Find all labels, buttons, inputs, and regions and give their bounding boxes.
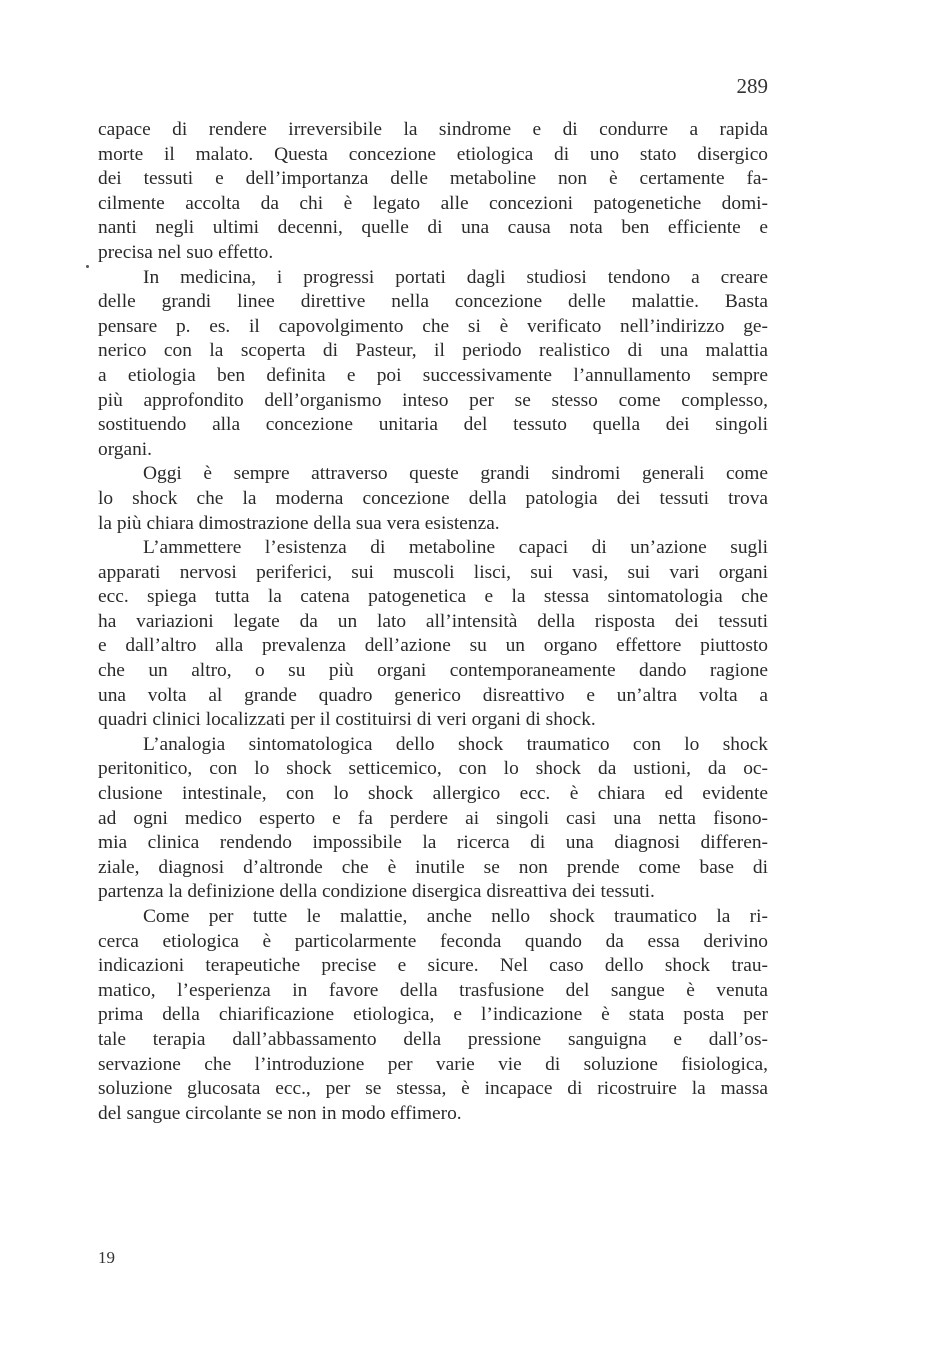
text-line: clusione intestinale, con lo shock allergico ecc. è chiara ed evidente: [98, 783, 768, 805]
text-line: L’ammettere l’esistenza di metaboline capaci di un’azione sugli: [143, 537, 768, 559]
text-line: e dall’altro alla prevalenza dell’azione su un organo effettore piuttosto: [98, 635, 768, 657]
text-line: indicazioni terapeutiche precise e sicure. Nel caso dello shock trau-: [98, 955, 768, 977]
text-line: lo shock che la moderna concezione della patologia dei tessuti trova: [98, 487, 768, 509]
text-line: precisa nel suo effetto.: [98, 241, 274, 263]
text-line: Come per tutte le malattie, anche nello shock traumatico la ri-: [143, 906, 768, 927]
page-number: 289: [736, 74, 768, 98]
text-line: cerca etiologica è particolarmente feconda quando da essa derivino: [98, 930, 768, 952]
text-line: più approfondito dell’organismo inteso per se stesso come complesso,: [98, 389, 768, 411]
text-line: la più chiara dimostrazione della sua vera esistenza.: [98, 512, 500, 534]
stray-mark: [86, 265, 89, 268]
text-line: pensare p. es. il capovolgimento che si è verificato nell’indirizzo ge-: [98, 315, 768, 337]
text-line: matico, l’esperienza in favore della trasfusione del sangue è venuta: [98, 979, 768, 1001]
text-line: nerico con la scoperta di Pasteur, il periodo realistico di una malattia: [98, 340, 768, 362]
text-line: delle grandi linee direttive nella concezione delle malattie. Basta: [98, 291, 768, 313]
text-line: peritonitico, con lo shock setticemico, con lo shock da ustioni, da oc-: [98, 758, 768, 780]
text-line: partenza la definizione della condizione disergica disreattiva dei tessuti.: [98, 881, 655, 903]
text-line: morte il malato. Questa concezione etiologica di uno stato disergico: [98, 143, 768, 165]
text-line: apparati nervosi periferici, sui muscoli lisci, sui vasi, sui vari organi: [98, 561, 768, 583]
text-line: ziale, diagnosi d’altronde che è inutile se non prende come base di: [98, 856, 768, 878]
text-line: ad ogni medico esperto e fa perdere ai singoli casi una netta fisono-: [98, 807, 768, 829]
text-line: tale terapia dall’abbassamento della pressione sanguigna e dall’os-: [98, 1028, 768, 1050]
text-line: ha variazioni legate da un lato all’intensità della risposta dei tessuti: [98, 610, 768, 632]
text-line: soluzione glucosata ecc., per se stessa, è incapace di ricostruire la massa: [98, 1078, 768, 1100]
text-line: ecc. spiega tutta la catena patogenetica e la stessa sintomatologia che: [98, 586, 768, 608]
text-line: dei tessuti e dell’importanza delle metaboline non è certamente fa-: [98, 168, 768, 190]
text-line: del sangue circolante se non in modo effimero.: [98, 1102, 462, 1124]
text-line: una volta al grande quadro generico disreattivo e un’altra volta a: [98, 684, 768, 706]
text-line: cilmente accolta da chi è legato alle concezioni patogenetiche domi-: [98, 192, 768, 214]
text-line: sostituendo alla concezione unitaria del tessuto quella dei singoli: [98, 414, 768, 436]
text-line: quadri clinici localizzati per il costituirsi di veri organi di shock.: [98, 709, 596, 731]
text-line: organi.: [98, 438, 153, 460]
text-line: che un altro, o su più organi contemporaneamente dando ragione: [98, 660, 768, 682]
text-line: nanti negli ultimi decenni, quelle di una causa nota ben efficiente e: [98, 217, 768, 239]
text-line: Oggi è sempre attraverso queste grandi sindromi generali come: [143, 463, 768, 485]
signature-mark: 19: [98, 1248, 115, 1267]
text-line: prima della chiarificazione etiologica, e l’indicazione è stata posta per: [98, 1004, 768, 1026]
text-line: capace di rendere irreversibile la sindrome e di condurre a rapida: [98, 119, 768, 140]
text-line: L’analogia sintomatologica dello shock traumatico con lo shock: [143, 733, 768, 755]
text-line: a etiologia ben definita e poi successivamente l’annullamento sempre: [98, 364, 768, 386]
text-line: In medicina, i progressi portati dagli studiosi tendono a creare: [143, 266, 768, 288]
text-line: servazione che l’introduzione per varie vie di soluzione fisiologica,: [98, 1053, 768, 1075]
body-text: [98, 118, 768, 1126]
text-line: mia clinica rendendo impossibile la ricerca di una diagnosi differen-: [98, 832, 768, 854]
